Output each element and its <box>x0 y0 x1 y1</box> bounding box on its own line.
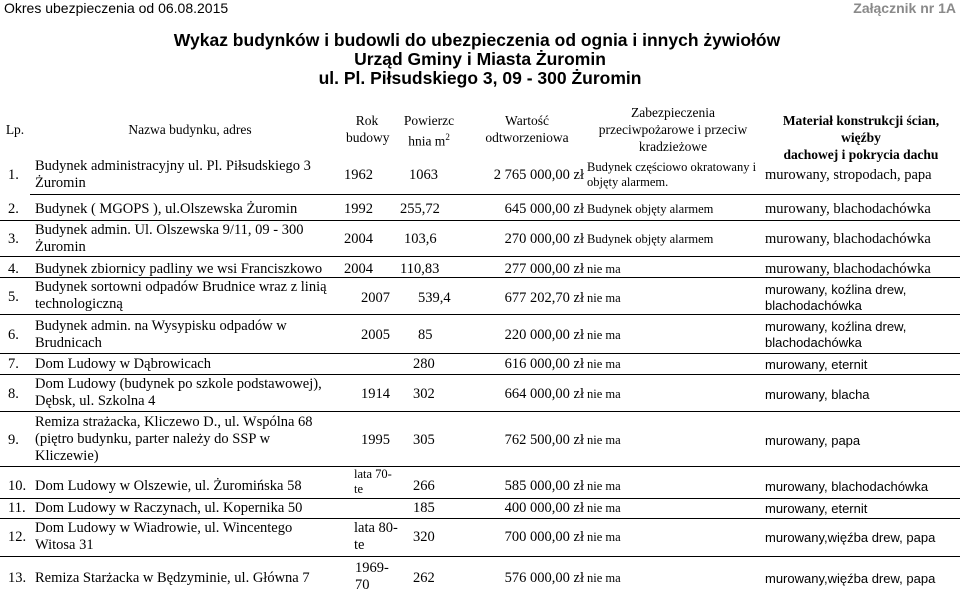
row4-area: 110,83 <box>400 261 440 277</box>
row1-material: murowany, stropodach, papa <box>765 167 932 183</box>
row-divider <box>0 411 960 412</box>
col-name: Nazwa budynku, adres <box>128 122 252 137</box>
row2-year: 1992 <box>344 201 373 217</box>
row8-security: nie ma <box>587 387 621 401</box>
row10-material: murowany, blachodachówka <box>765 479 929 494</box>
row10-year: lata 70- te <box>354 467 392 496</box>
row-divider <box>30 194 960 195</box>
col-security: Zabezpieczenia przeciwpożarowe i przeciw kradzieżowe <box>598 105 748 154</box>
row3-lp: 3. <box>8 231 19 247</box>
row5-area: 539,4 <box>418 290 451 306</box>
row5-lp: 5. <box>8 289 19 305</box>
row8-year: 1914 <box>361 386 390 402</box>
row9-security: nie ma <box>587 433 621 447</box>
row6-material: murowany, koźlina drew, blachodachówka <box>765 319 907 350</box>
row12-value: 700 000,00 zł <box>504 529 584 545</box>
col-lp: Lp. <box>5 122 25 137</box>
row2-area: 255,72 <box>400 201 440 217</box>
row9-area: 305 <box>413 432 435 448</box>
row13-area: 262 <box>413 570 435 586</box>
row11-name: Dom Ludowy w Raczynach, ul. Kopernika 50 <box>35 500 303 516</box>
row10-lp: 10. <box>8 478 27 494</box>
row13-year: 1969- 70 <box>355 560 389 593</box>
row7-material: murowany, eternit <box>765 357 868 372</box>
period-label: Okres ubezpieczenia od 06.08.2015 <box>4 0 229 16</box>
row-divider <box>0 314 960 315</box>
row-divider <box>0 556 960 557</box>
row11-material: murowany, eternit <box>765 501 868 516</box>
row4-security: nie ma <box>587 262 621 276</box>
row1-area: 1063 <box>409 167 438 183</box>
row2-material: murowany, blachodachówka <box>765 201 931 217</box>
row8-value: 664 000,00 zł <box>504 386 584 402</box>
row1-name: Budynek administracyjny ul. Pl. Piłsudskiego 3 Żuromin <box>35 158 311 191</box>
row2-security: Budynek objęty alarmem <box>587 202 714 216</box>
row9-lp: 9. <box>8 432 19 448</box>
row12-material: murowany,więźba drew, papa <box>765 530 936 545</box>
row8-area: 302 <box>413 386 435 402</box>
row-divider <box>0 518 960 519</box>
row8-lp: 8. <box>8 386 19 402</box>
row10-value: 585 000,00 zł <box>504 478 584 494</box>
row11-security: nie ma <box>587 501 621 515</box>
row3-year: 2004 <box>344 231 373 247</box>
row-divider <box>0 498 960 499</box>
row-divider <box>0 220 960 221</box>
row1-security: Budynek częściowo okratowany i objęty alarmem. <box>587 160 757 189</box>
row5-name: Budynek sortowni odpadów Brudnice wraz z linią technologiczną <box>35 279 327 312</box>
col-year: Rok budowy <box>346 113 390 145</box>
row4-value: 277 000,00 zł <box>504 261 584 277</box>
row3-area: 103,6 <box>404 231 437 247</box>
row4-year: 2004 <box>344 261 373 277</box>
row11-value: 400 000,00 zł <box>504 500 584 516</box>
row10-name: Dom Ludowy w Olszewie, ul. Żuromińska 58 <box>35 478 302 494</box>
row8-name: Dom Ludowy (budynek po szkole podstawowej), Dębsk, ul. Szkolna 4 <box>35 376 322 409</box>
row13-lp: 13. <box>8 570 27 586</box>
row7-security: nie ma <box>587 357 621 371</box>
row12-year: lata 80- te <box>354 520 398 553</box>
col-material: Materiał konstrukcji ścian, więźby dachowej i pokrycia dachu <box>782 113 940 162</box>
row2-lp: 2. <box>8 201 19 217</box>
row10-security: nie ma <box>587 479 621 493</box>
row-divider <box>0 466 960 467</box>
col-value: Wartość odtworzeniowa <box>485 113 569 145</box>
row3-name: Budynek admin. Ul. Olszewska 9/11, 09 - 300 Żuromin <box>35 222 304 255</box>
row13-name: Remiza Starżacka w Będzyminie, ul. Główna 7 <box>35 570 310 586</box>
row9-name: Remiza strażacka, Kliczewo D., ul. Wspólna 68 (piętro budynku, parter należy do SSP w Kliczewie) <box>35 414 313 464</box>
row13-material: murowany,więźba drew, papa <box>765 571 936 586</box>
row6-security: nie ma <box>587 328 621 342</box>
row-divider <box>0 256 960 257</box>
row5-year: 2007 <box>361 290 390 306</box>
row6-area: 85 <box>418 327 433 343</box>
row1-lp: 1. <box>8 167 19 183</box>
document-subtitle: Urząd Gminy i Miasta Żuromin <box>354 49 606 69</box>
document-address: ul. Pl. Piłsudskiego 3, 09 - 300 Żuromin <box>318 68 642 88</box>
row4-lp: 4. <box>8 261 19 277</box>
row12-area: 320 <box>413 529 435 545</box>
row7-value: 616 000,00 zł <box>504 356 584 372</box>
row7-area: 280 <box>413 356 435 372</box>
row12-security: nie ma <box>587 530 621 544</box>
row13-value: 576 000,00 zł <box>504 570 584 586</box>
row12-lp: 12. <box>8 529 27 545</box>
row5-value: 677 202,70 zł <box>504 290 584 306</box>
row-divider <box>0 277 960 278</box>
row3-material: murowany, blachodachówka <box>765 231 931 247</box>
row-divider <box>0 353 960 354</box>
row10-area: 266 <box>413 478 435 494</box>
row3-security: Budynek objęty alarmem <box>587 232 714 246</box>
row1-year: 1962 <box>344 167 373 183</box>
row13-security: nie ma <box>587 571 621 585</box>
row2-value: 645 000,00 zł <box>504 201 584 217</box>
row4-material: murowany, blachodachówka <box>765 261 931 277</box>
row-divider <box>0 374 960 375</box>
row6-name: Budynek admin. na Wysypisku odpadów w Brudnicach <box>35 318 287 351</box>
row12-name: Dom Ludowy w Wiadrowie, ul. Wincentego Witosa 31 <box>35 520 293 553</box>
row2-name: Budynek ( MGOPS ), ul.Olszewska Żuromin <box>35 201 298 217</box>
document-title: Wykaz budynków i budowli do ubezpieczenia od ognia i innych żywiołów <box>173 30 781 50</box>
row9-value: 762 500,00 zł <box>504 432 584 448</box>
row7-lp: 7. <box>8 356 19 372</box>
row6-lp: 6. <box>8 327 19 343</box>
row6-year: 2005 <box>361 327 390 343</box>
row11-lp: 11. <box>8 500 26 516</box>
row7-name: Dom Ludowy w Dąbrowicach <box>35 356 211 372</box>
row1-value: 2 765 000,00 zł <box>493 167 584 183</box>
row6-value: 220 000,00 zł <box>504 327 584 343</box>
row5-security: nie ma <box>587 291 621 305</box>
row3-value: 270 000,00 zł <box>504 231 584 247</box>
row4-name: Budynek zbiornicy padliny we wsi Franciszkowo <box>35 261 323 277</box>
row9-material: murowany, papa <box>765 433 861 448</box>
row9-year: 1995 <box>361 432 390 448</box>
attachment-label: Załącznik nr 1A <box>853 0 956 16</box>
col-area: Powierzc hnia $m^2$ <box>403 113 455 149</box>
row8-material: murowany, blacha <box>765 387 870 402</box>
row11-area: 185 <box>413 500 435 516</box>
row5-material: murowany, koźlina drew, blachodachówka <box>765 282 907 313</box>
